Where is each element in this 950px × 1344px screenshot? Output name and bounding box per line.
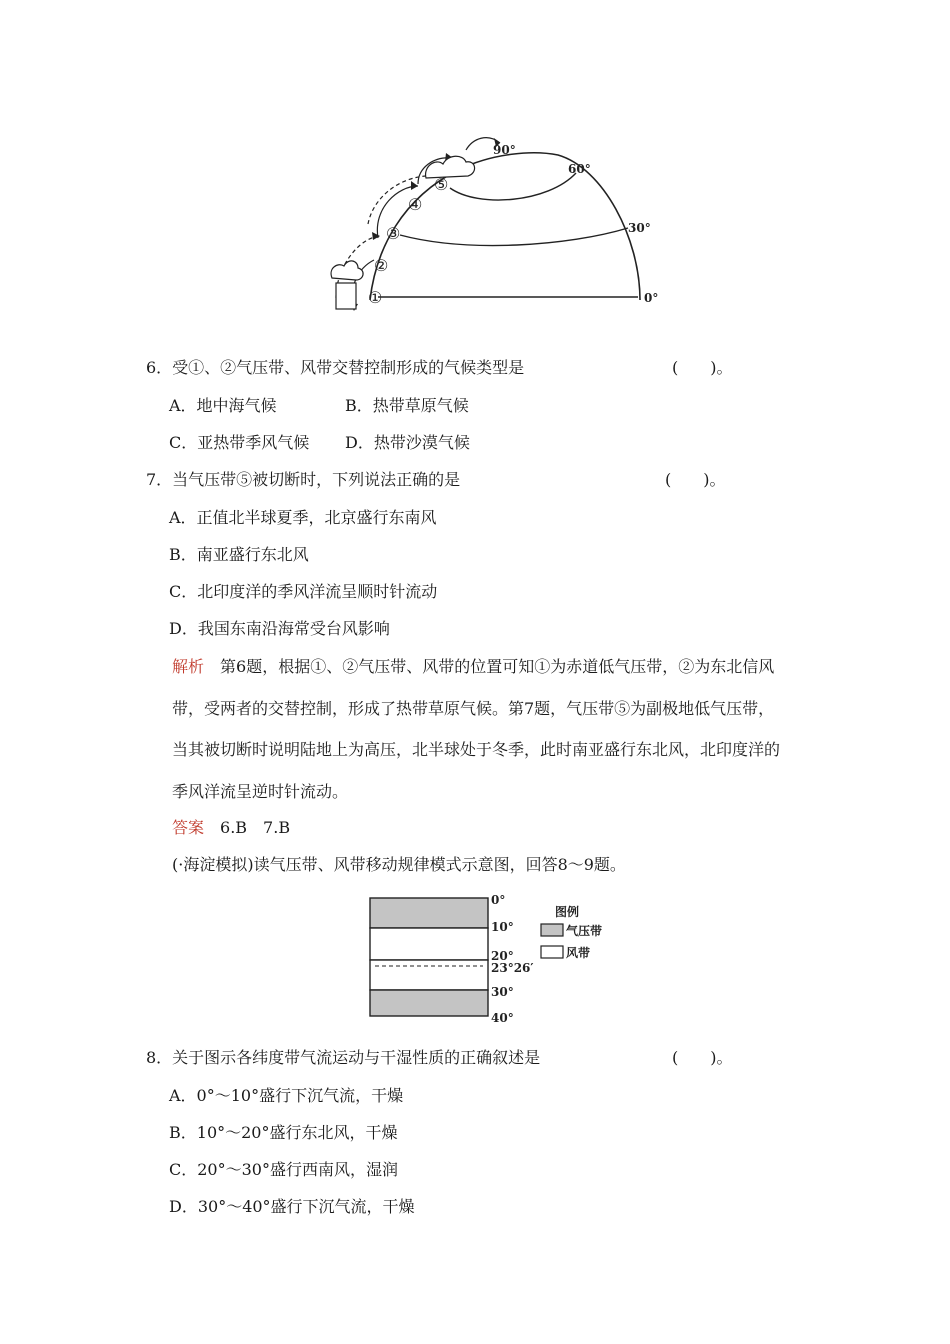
q7-option-c: C．北印度洋的季风洋流呈顺时针流动: [169, 582, 438, 601]
svg-text:30°: 30°: [491, 985, 514, 999]
question-7-stem: 7．当气压带⑤被切断时，下列说法正确的是: [146, 470, 461, 489]
question-8-bracket: ( )。: [672, 1048, 733, 1067]
cloud-icon: [331, 261, 363, 280]
q6-option-a: A．地中海气候: [169, 396, 277, 415]
analysis-line-3: 当其被切断时说明陆地上为高压，北半球处于冬季，此时南亚盛行东北风，北印度洋的: [172, 740, 781, 759]
q8-option-b: B．10°～20°盛行东北风，干燥: [169, 1123, 398, 1142]
q6-option-d: D．热带沙漠气候: [345, 433, 470, 452]
lat-90-label: 90°: [493, 143, 516, 157]
analysis-label: 解析: [172, 657, 205, 676]
circled-2: ②: [374, 256, 389, 275]
legend-title: 图例: [555, 905, 580, 919]
question-6-bracket: ( )。: [672, 358, 733, 377]
svg-text:23°26′: 23°26′: [491, 961, 534, 975]
legend-wind-label: 风带: [566, 946, 591, 960]
lat-0-label: 0°: [644, 291, 658, 305]
q8-option-c: C．20°～30°盛行西南风，湿润: [169, 1160, 398, 1179]
pressure-belt-top: [370, 898, 488, 928]
belt-shift-diagram: [365, 890, 625, 1030]
circled-3: ③: [386, 224, 401, 243]
svg-text:20°: 20°: [491, 949, 514, 963]
q8-option-d: D．30°～40°盛行下沉气流，干燥: [169, 1197, 415, 1216]
q7-option-a: A．正值北半球夏季，北京盛行东南风: [169, 508, 437, 527]
lat-30-label: 30°: [628, 221, 651, 235]
pressure-belt-bottom: [370, 990, 488, 1016]
question-7-bracket: ( )。: [665, 470, 726, 489]
answer-text: 6.B 7.B: [220, 818, 291, 837]
analysis-line-4: 季风洋流呈逆时针流动。: [172, 782, 349, 801]
analysis-line-1: 解析 第6题，根据①、②气压带、风带的位置可知①为赤道低气压带，②为东北信风: [172, 657, 775, 676]
lat-60-label: 60°: [568, 162, 591, 176]
q7-option-b: B．南亚盛行东北风: [169, 545, 309, 564]
analysis-line-2: 带，受两者的交替控制，形成了热带草原气候。第7题，气压带⑤为副极地低气压带，: [172, 699, 775, 718]
answer-line: [172, 818, 290, 838]
pressure-wind-belt-diagram: [318, 128, 658, 328]
circled-5: ⑤: [434, 175, 449, 194]
q6-option-c: C．亚热带季风气候: [169, 433, 310, 452]
circled-4: ④: [408, 195, 423, 214]
circled-1: ①: [368, 288, 383, 307]
q8-option-a: A．0°～10°盛行下沉气流，干燥: [169, 1086, 404, 1105]
intro-8-9: (·海淀模拟)读气压带、风带移动规律模式示意图，回答8～9题。: [172, 855, 626, 874]
svg-text:10°: 10°: [491, 920, 514, 934]
q7-option-d: D．我国东南沿海常受台风影响: [169, 619, 390, 638]
svg-text:0°: 0°: [491, 893, 506, 907]
answer-label: 答案: [172, 818, 205, 837]
question-8-stem: 8．关于图示各纬度带气流运动与干湿性质的正确叙述是: [146, 1048, 541, 1067]
legend-swatch-wind: [541, 946, 563, 958]
legend-swatch-pressure: [541, 924, 563, 936]
cloud-icon: [426, 156, 475, 178]
question-6-stem: 6．受①、②气压带、风带交替控制形成的气候类型是: [146, 358, 525, 377]
q6-option-b: B．热带草原气候: [345, 396, 469, 415]
svg-text:40°: 40°: [491, 1011, 514, 1025]
legend-pressure-label: 气压带: [566, 924, 603, 938]
